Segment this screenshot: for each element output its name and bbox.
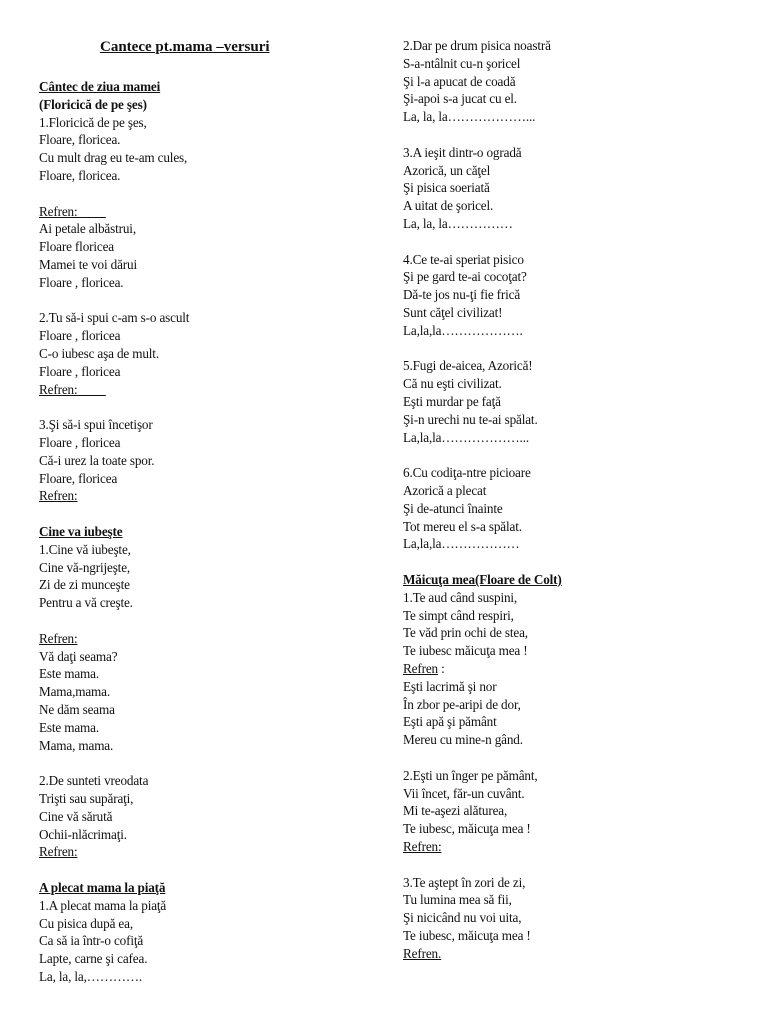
verse-line: La,la,la………………... <box>403 429 530 445</box>
section-heading: A plecat mama la piaţă <box>39 880 166 895</box>
section-heading: Cântec de ziua mamei <box>39 79 161 94</box>
verse-line: La,la,la……………… <box>403 536 520 552</box>
verse-line: 2.Tu să-i spui c-am s-o ascult <box>39 310 190 326</box>
verse-line: Că nu eşti civilizat. <box>403 376 502 392</box>
verse-line: Azorică a plecat <box>403 483 487 498</box>
verse-line: Floare , floricea <box>39 328 121 344</box>
verse-line: Floare , floricea. <box>39 274 124 290</box>
verse-line: Te iubesc, măicuţa mea ! <box>403 928 531 943</box>
verse-line: Eşti lacrimă şi nor <box>403 678 497 694</box>
verse-line: Te iubesc, măicuţa mea ! <box>403 821 531 837</box>
verse-line: Te simpt când respiri, <box>403 607 514 623</box>
verse-line: Eşti murdar pe faţă <box>403 394 501 409</box>
refrain-label: Refren: <box>39 381 106 397</box>
verse-line: Mi te-aşezi alăturea, <box>403 803 508 819</box>
section-heading: Măicuţa mea(Floare de Colt) <box>403 572 562 587</box>
refrain-label: Refren. <box>403 945 442 961</box>
verse-line: 2.Eşti un înger pe pământ, <box>403 767 538 783</box>
verse-line: 1.A plecat mama la piaţă <box>39 897 167 913</box>
verse-line: Pentru a vă creşte. <box>39 595 133 611</box>
verse-line: Şi l-a apucat de coadă <box>403 73 516 89</box>
refrain-label: Refren: <box>39 203 106 219</box>
verse-line: Mereu cu mine-n gând. <box>403 732 523 748</box>
verse-line: 6.Cu codiţa-ntre picioare <box>403 465 531 481</box>
verse-line: Ochii-nlăcrimaţi. <box>39 826 127 842</box>
verse-line: Este mama. <box>39 666 100 682</box>
verse-line: Mama,mama. <box>39 684 111 700</box>
verse-line: Lapte, carne şi cafea. <box>39 951 148 967</box>
verse-line: Te văd prin ochi de stea, <box>403 625 528 641</box>
verse-line: Floare, floricea. <box>39 168 121 183</box>
verse-line: 4.Ce te-ai speriat pisico <box>403 251 524 267</box>
verse-line: Este mama. <box>39 719 100 735</box>
verse-line: Mama, mama. <box>39 737 114 753</box>
verse-line: Ai petale albăstrui, <box>39 221 136 237</box>
verse-line: Şi-n urechi nu te-ai spălat. <box>403 411 538 427</box>
verse-line: Vii încet, făr-un cuvânt. <box>403 785 525 801</box>
verse-line: Cine vă-ngrijeşte, <box>39 559 131 575</box>
verse-line: La, la, la,…………. <box>39 969 143 984</box>
verse-line: 2.Dar pe drum pisica noastră <box>403 38 551 53</box>
verse-line: Cu pisica după ea, <box>39 915 133 931</box>
verse-line: 1.Cine vă iubeşte, <box>39 541 131 557</box>
refrain-label: Refren: <box>39 844 78 860</box>
refrain-label: Refren: <box>403 839 442 854</box>
verse-line: 5.Fugi de-aicea, Azorică! <box>403 358 533 374</box>
refrain-label: Refren: <box>39 488 78 504</box>
verse-line: 3.Şi să-i spui încetişor <box>39 417 153 433</box>
verse-line: Sunt căţel civilizat! <box>403 305 503 320</box>
verse-line: Zi de zi munceşte <box>39 577 130 593</box>
verse-line: Trişti sau supăraţi, <box>39 791 134 806</box>
verse-line: Tu lumina mea să fii, <box>403 892 512 908</box>
verse-line: 3.A ieşit dintr-o ogradă <box>403 144 522 160</box>
verse-line: Floare, floricea <box>39 470 118 486</box>
refrain-label: Refren : <box>403 661 445 676</box>
verse-line: La,la,la………………. <box>403 322 523 338</box>
verse-line: Floare , floricea <box>39 363 121 379</box>
verse-line: Floare, floricea. <box>39 132 121 148</box>
section-heading: Cine va iubeşte <box>39 524 123 539</box>
verse-line: Ca să ia într-o cofiţă <box>39 933 144 949</box>
verse-line: Dă-te jos nu-ţi fie frică <box>403 287 521 303</box>
verse-line: Tot mereu el s-a spălat. <box>403 518 522 534</box>
verse-line: Şi pisica soeriată <box>403 180 490 196</box>
refrain-label: Refren: <box>39 630 78 646</box>
verse-line: Cu mult drag eu te-am cules, <box>39 150 188 166</box>
verse-line: Ne dăm seama <box>39 702 115 717</box>
verse-line: Şi de-atunci înainte <box>403 500 503 516</box>
verse-line: 3.Te aştept în zori de zi, <box>403 874 526 890</box>
verse-line: S-a-ntâlnit cu-n şoricel <box>403 55 521 71</box>
verse-line: Eşti apă şi pământ <box>403 714 497 730</box>
verse-line: Floare floricea <box>39 239 115 255</box>
verse-line: Azorică, un căţel <box>403 162 491 178</box>
verse-line: 2.De sunteti vreodata <box>39 773 149 789</box>
verse-line: 1.Te aud când suspini, <box>403 589 518 605</box>
verse-line: Că-i urez la toate spor. <box>39 452 155 468</box>
verse-line: Mamei te voi dărui <box>39 257 138 272</box>
verse-line: Te iubesc măicuţa mea ! <box>403 643 528 659</box>
verse-line: Cine vă sărută <box>39 808 113 824</box>
verse-line: Şi nicicând nu voi uita, <box>403 910 522 926</box>
section-subtitle: (Floricică de pe şes) <box>39 96 147 112</box>
verse-line: În zbor pe-aripi de dor, <box>403 696 521 712</box>
verse-line: 1.Floricică de pe şes, <box>39 114 147 130</box>
verse-line: Vă daţi seama? <box>39 648 118 664</box>
verse-line: A uitat de şoricel. <box>403 198 494 214</box>
document-title: Cantece pt.mama –versuri <box>100 39 270 55</box>
verse-line: La, la, la………………... <box>403 109 536 125</box>
verse-line: Şi pe gard te-ai cocoţat? <box>403 269 527 285</box>
verse-line: Şi-apoi s-a jucat cu el. <box>403 91 517 107</box>
verse-line: La, la, la…………… <box>403 216 513 231</box>
verse-line: Floare , floricea <box>39 435 121 450</box>
verse-line: C-o iubesc aşa de mult. <box>39 346 159 361</box>
